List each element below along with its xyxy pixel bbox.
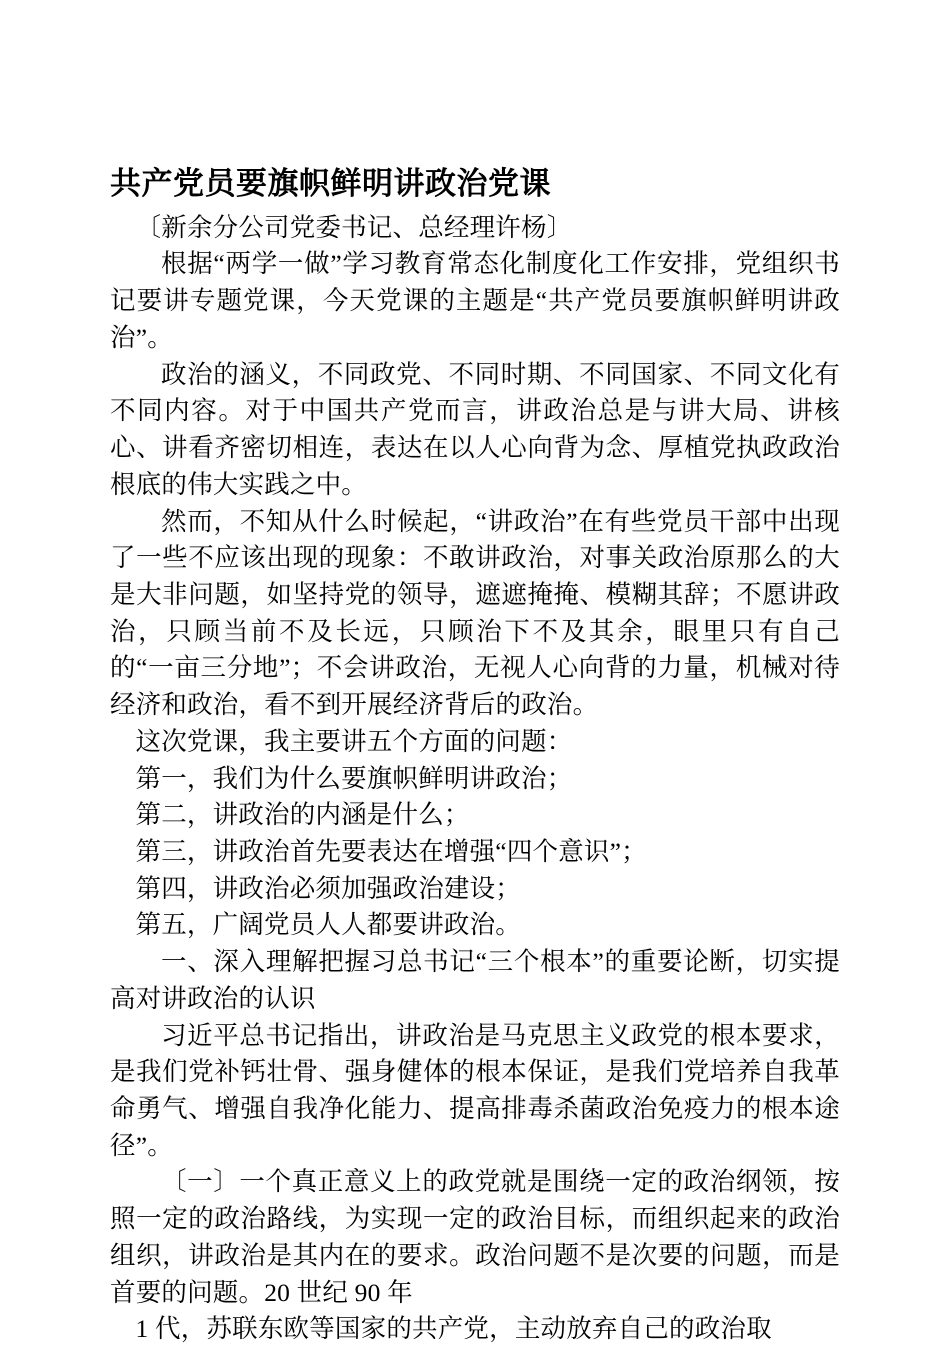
list-item: 第一，我们为什么要旗帜鲜明讲政治； <box>135 763 573 793</box>
body-paragraph: 根据“两学一做”学习教育常态化制度化工作安排，党组织书记要讲专题党课，今天党课的主题是“共产党员要旗帜鲜明讲政治”。 <box>110 249 840 352</box>
page-title: 共产党员要旗帜鲜明讲政治党课 <box>110 166 551 201</box>
body-paragraph: 习近平总书记指出，讲政治是马克思主义政党的根本要求，是我们党补钙壮骨、强身健体的根本保证，是我们党培养自我革命勇气、增强自我净化能力、提高排毒杀菌政治免疫力的根本途径”。 <box>110 1020 840 1160</box>
body-paragraph: 这次党课，我主要讲五个方面的问题： <box>135 726 573 756</box>
body-paragraph: 然而，不知从什么时候起，“讲政治”在有些党员干部中出现了一些不应该出现的现象：不敢讲政治，对事关政治原那么的大是大非问题，如坚持党的领导，遮遮掩掩、模糊其辞；不愿讲政治，只顾当前不及长远，只顾治下不及其余，眼里只有自己的“一亩三分地”；不会讲政治，无视人心向背的力量，机械对待经济和政治，看不到开展经济背后的政治。 <box>110 506 840 720</box>
list-item: 第二，讲政治的内涵是什么； <box>135 800 470 830</box>
body-paragraph: 政治的涵义，不同政党、不同时期、不同国家、不同文化有不同内容。对于中国共产党而言，讲政治总是与讲大局、讲核心、讲看齐密切相连，表达在以人心向背为念、厚植党执政政治根底的伟大实践之中。 <box>110 359 840 499</box>
body-paragraph: 1 代，苏联东欧等国家的共产党，主动放弃自己的政治取 <box>135 1314 772 1344</box>
list-item: 第四，讲政治必须加强政治建设； <box>135 873 522 903</box>
byline: 〔新余分公司党委书记、总经理许杨〕 <box>135 212 573 242</box>
section-heading: 一、深入理解把握习总书记“三个根本”的重要论断，切实提高对讲政治的认识 <box>110 947 840 1013</box>
list-item: 第三，讲政治首先要表达在增强“四个意识”； <box>135 836 647 866</box>
body-paragraph: 〔一〕一个真正意义上的政党就是围绕一定的政治纲领，按照一定的政治路线，为实现一定的政治目标，而组织起来的政治组织，讲政治是其内在的要求。政治问题不是次要的问题，而是首要的问题。20 世纪 90 年 <box>110 1167 840 1307</box>
list-item: 第五，广阔党员人人都要讲政治。 <box>135 910 522 940</box>
